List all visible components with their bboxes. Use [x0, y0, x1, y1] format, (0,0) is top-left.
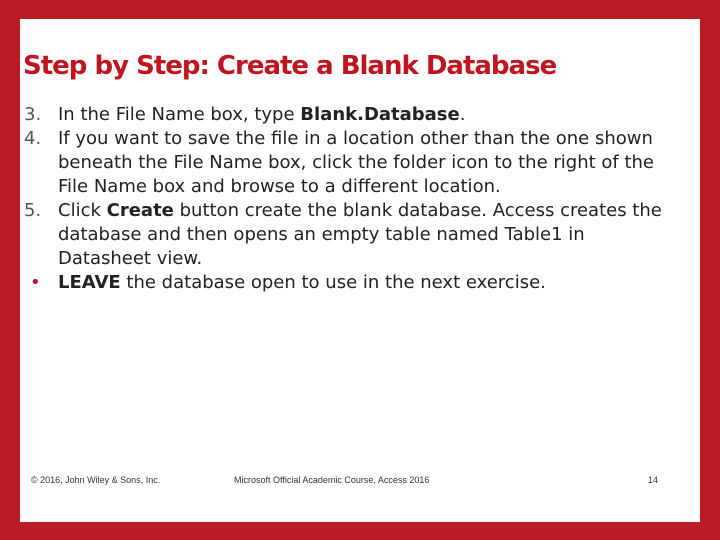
bullet-icon: • [30, 272, 41, 293]
step-item-4 [24, 127, 664, 199]
footer-course: Microsoft Official Academic Course, Access 2016 [234, 475, 430, 485]
step-number: 3. [24, 104, 42, 125]
step-item-3 [24, 103, 664, 127]
step-item-5 [24, 199, 664, 271]
slide-title: Step by Step: Create a Blank Database [23, 51, 557, 81]
step-number: 5. [24, 200, 42, 221]
step-number: 4. [24, 128, 42, 149]
bullet-text: LEAVE the database open to use in the next exercise. [58, 272, 546, 293]
step-text: In the File Name box, type Blank.Database. [58, 104, 466, 125]
footer-copyright: © 2016, John Wiley & Sons, Inc. [31, 475, 161, 485]
page-number: 14 [648, 475, 659, 485]
step-text: Click Create button create the blank database. Access creates the database and then opens an empty table named Table1 in Datasheet view. [58, 200, 662, 269]
step-text: If you want to save the file in a location other than the one shown beneath the File Name box, click the folder icon to the right of the File Name box and browse to a different location. [58, 128, 655, 197]
step-list [24, 103, 664, 295]
bullet-item-leave [24, 271, 664, 295]
